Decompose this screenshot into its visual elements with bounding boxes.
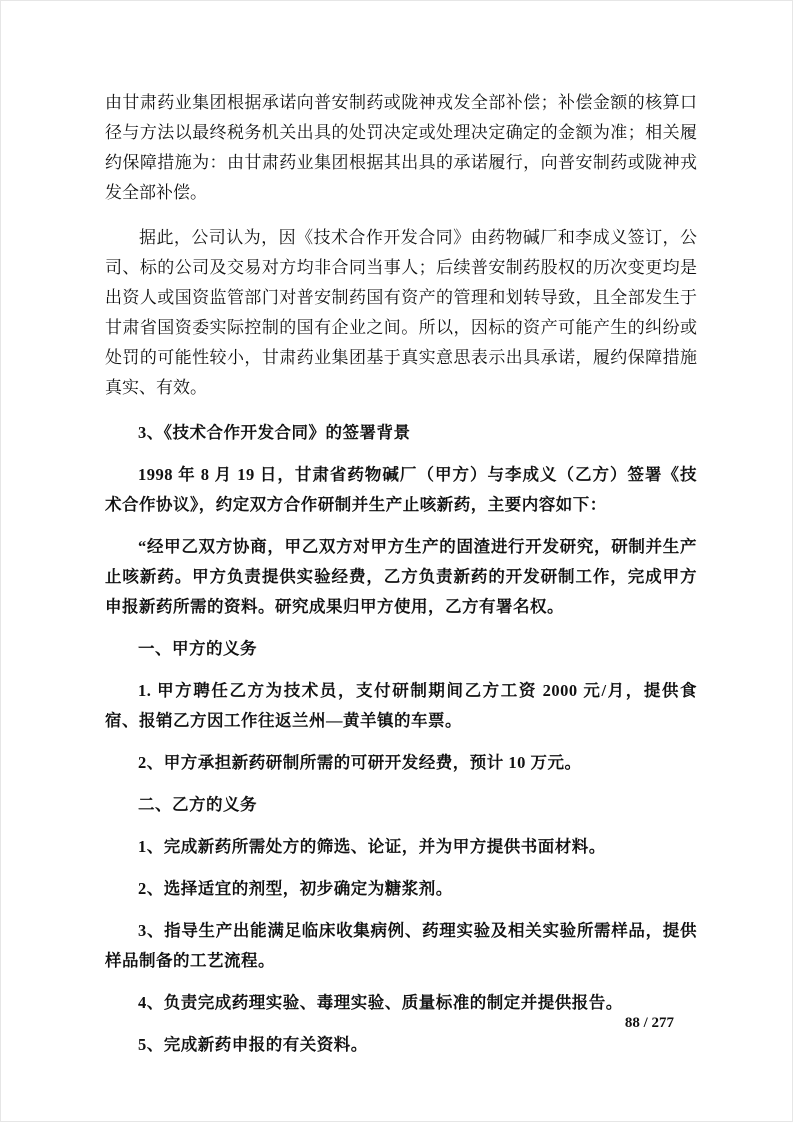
item-party-b-3: 3、指导生产出能满足临床收集病例、药理实验及相关实验所需样品，提供样品制备的工艺流程。 xyxy=(105,921,697,970)
paragraph-agreement-signing: 1998 年 8 月 19 日，甘肃省药物碱厂（甲方）与李成义（乙方）签署《技术合作协议》，约定双方合作研制并生产止咳新药，主要内容如下： xyxy=(105,465,697,514)
item-party-a-1: 1. 甲方聘任乙方为技术员，支付研制期间乙方工资 2000 元/月，提供食宿、报销乙方因工作往返兰州—黄羊镇的车票。 xyxy=(105,681,697,730)
paragraph-company-opinion: 据此，公司认为，因《技术合作开发合同》由药物碱厂和李成义签订，公司、标的公司及交易对方均非合同当事人；后续普安制药股权的历次变更均是出资人或国资监管部门对普安制药国有资产的管理和划转导致，且全部发生于甘肃省国资委实际控制的国有企业之间。所以，因标的资产可能产生的纠纷或处罚的可能性较小，甘肃药业集团基于真实意思表示出具承诺，履约保障措施真实、有效。 xyxy=(105,228,697,397)
document-body xyxy=(105,88,697,1072)
item-party-b-4: 4、负责完成药理实验、毒理实验、质量标准的制定并提供报告。 xyxy=(138,993,623,1012)
item-party-b-5: 5、完成新药申报的有关资料。 xyxy=(138,1035,368,1054)
item-party-a-2: 2、甲方承担新药研制所需的可研开发经费，预计 10 万元。 xyxy=(138,753,582,772)
page-number: 88 / 277 xyxy=(624,1015,674,1031)
item-party-b-2: 2、选择适宜的剂型，初步确定为糖浆剂。 xyxy=(138,879,453,898)
paragraph-compensation-continuation: 由甘肃药业集团根据承诺向普安制药或陇神戎发全部补偿；补偿金额的核算口径与方法以最终税务机关出具的处罚决定或处理决定确定的金额为准；相关履约保障措施为：由甘肃药业集团根据其出具的承诺履行，向普安制药或陇神戎发全部补偿。 xyxy=(105,93,697,202)
heading-section-3: 3、《技术合作开发合同》的签署背景 xyxy=(138,423,411,442)
item-party-b-1: 1、完成新药所需处方的筛选、论证，并为甲方提供书面材料。 xyxy=(138,837,606,856)
heading-party-b-obligations: 二、乙方的义务 xyxy=(138,795,257,814)
heading-party-a-obligations: 一、甲方的义务 xyxy=(138,639,257,658)
paragraph-quoted-agreement: “经甲乙双方协商，甲乙双方对甲方生产的固渣进行开发研究，研制并生产止咳新药。甲方负责提供实验经费，乙方负责新药的开发研制工作，完成甲方申报新药所需的资料。研究成果归甲方使用，乙方有署名权。 xyxy=(105,537,697,616)
